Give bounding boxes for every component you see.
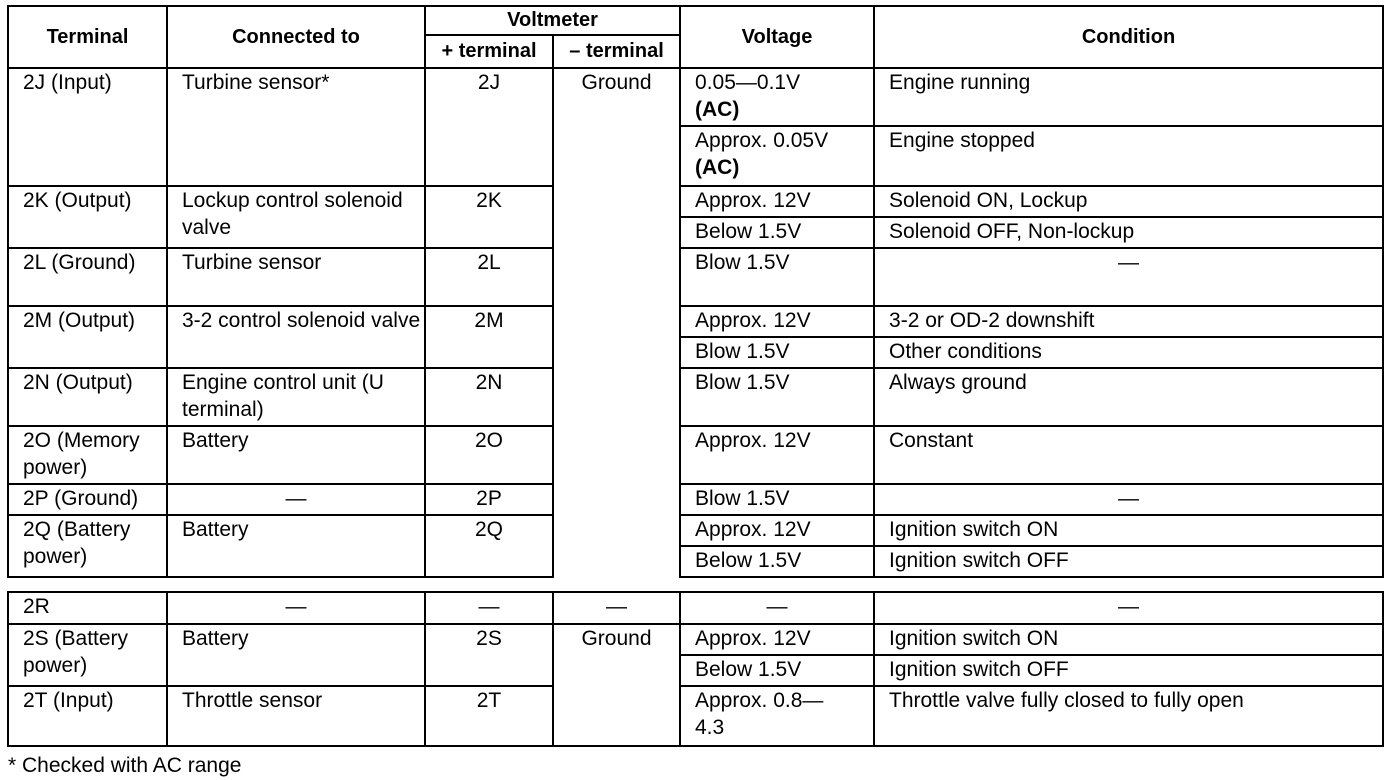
- terminal-cell: 2O (Memory power): [8, 426, 167, 484]
- voltage-cell: Below 1.5V: [680, 655, 874, 686]
- condition-cell: Engine running: [874, 68, 1383, 126]
- terminal-voltage-table: [7, 5, 1384, 578]
- condition-cell: Ignition switch OFF: [874, 655, 1383, 686]
- voltage-cell: Approx. 12V: [680, 186, 874, 217]
- plus-terminal-cell: 2L: [425, 248, 553, 306]
- condition-cell: 3-2 or OD-2 downshift: [874, 306, 1383, 337]
- header-minus-terminal: – terminal: [553, 35, 680, 68]
- connected-cell: Turbine sensor*: [167, 68, 425, 186]
- terminal-cell: 2L (Ground): [8, 248, 167, 306]
- header-plus-terminal: + terminal: [425, 35, 553, 68]
- header-condition: Condition: [874, 6, 1383, 68]
- voltage-ac-note: (AC): [695, 156, 740, 179]
- condition-cell: Constant: [874, 426, 1383, 484]
- table-row: [8, 426, 1383, 484]
- table-row: [8, 368, 1383, 426]
- voltage-cell: Blow 1.5V: [680, 337, 874, 368]
- condition-cell: Solenoid OFF, Non-lockup: [874, 217, 1383, 248]
- terminal-cell: 2R: [8, 592, 167, 624]
- table-row: [8, 592, 1383, 624]
- terminal-cell: 2M (Output): [8, 306, 167, 368]
- table-row: [8, 686, 1383, 746]
- header-terminal: Terminal: [8, 6, 167, 68]
- voltage-cell: Approx. 0.8—4.3: [680, 686, 874, 746]
- condition-cell: Engine stopped: [874, 126, 1383, 186]
- condition-cell: —: [874, 248, 1383, 306]
- terminal-cell: 2P (Ground): [8, 484, 167, 515]
- condition-cell: —: [874, 592, 1383, 624]
- table-row: [8, 68, 1383, 126]
- condition-cell: Ignition switch ON: [874, 624, 1383, 655]
- plus-terminal-cell: 2S: [425, 624, 553, 686]
- header-voltage: Voltage: [680, 6, 874, 68]
- voltage-cell: Blow 1.5V: [680, 248, 874, 306]
- connected-cell: Battery: [167, 624, 425, 686]
- table-row: [8, 484, 1383, 515]
- condition-cell: Always ground: [874, 368, 1383, 426]
- terminal-cell: 2J (Input): [8, 68, 167, 186]
- connected-cell: 3-2 control solenoid valve: [167, 306, 425, 368]
- voltage-cell: —: [680, 592, 874, 624]
- table-row: [8, 186, 1383, 217]
- terminal-cell: 2K (Output): [8, 186, 167, 248]
- voltage-cell: Approx. 12V: [680, 624, 874, 655]
- voltage-cell: Approx. 12V: [680, 515, 874, 546]
- connected-cell: Turbine sensor: [167, 248, 425, 306]
- plus-terminal-cell: 2N: [425, 368, 553, 426]
- plus-terminal-cell: —: [425, 592, 553, 624]
- voltage-value: 0.05—0.1V: [695, 71, 801, 94]
- connected-cell: Battery: [167, 515, 425, 577]
- connected-cell: —: [167, 592, 425, 624]
- minus-terminal-cell: Ground: [553, 68, 680, 577]
- condition-cell: Other conditions: [874, 337, 1383, 368]
- table-row: [8, 624, 1383, 655]
- terminal-voltage-table-lower: [7, 591, 1384, 747]
- condition-cell: Ignition switch OFF: [874, 546, 1383, 577]
- plus-terminal-cell: 2O: [425, 426, 553, 484]
- header-voltmeter: Voltmeter: [425, 6, 680, 35]
- voltage-value: Approx. 0.05V: [695, 129, 829, 152]
- condition-cell: Solenoid ON, Lockup: [874, 186, 1383, 217]
- connected-cell: Engine control unit (U terminal): [167, 368, 425, 426]
- connected-cell: Battery: [167, 426, 425, 484]
- plus-terminal-cell: 2J: [425, 68, 553, 186]
- table-row: [8, 248, 1383, 306]
- connected-cell: Lockup control solenoid valve: [167, 186, 425, 248]
- connected-cell: —: [167, 484, 425, 515]
- plus-terminal-cell: 2M: [425, 306, 553, 368]
- table-row: [8, 306, 1383, 337]
- voltage-cell: Approx. 12V: [680, 426, 874, 484]
- plus-terminal-cell: 2T: [425, 686, 553, 746]
- plus-terminal-cell: 2P: [425, 484, 553, 515]
- minus-terminal-cell: Ground: [553, 624, 680, 746]
- table-row: [8, 515, 1383, 546]
- voltage-cell: Below 1.5V: [680, 217, 874, 248]
- condition-cell: Ignition switch ON: [874, 515, 1383, 546]
- connected-cell: Throttle sensor: [167, 686, 425, 746]
- terminal-cell: 2N (Output): [8, 368, 167, 426]
- voltage-cell: Blow 1.5V: [680, 368, 874, 426]
- condition-cell: Throttle valve fully closed to fully open: [874, 686, 1383, 746]
- voltage-ac-note: (AC): [695, 98, 740, 121]
- terminal-cell: 2S (Battery power): [8, 624, 167, 686]
- condition-cell: —: [874, 484, 1383, 515]
- terminal-cell: 2Q (Battery power): [8, 515, 167, 577]
- plus-terminal-cell: 2Q: [425, 515, 553, 577]
- plus-terminal-cell: 2K: [425, 186, 553, 248]
- voltage-cell: Below 1.5V: [680, 546, 874, 577]
- terminal-cell: 2T (Input): [8, 686, 167, 746]
- voltage-cell: [680, 68, 874, 126]
- voltage-cell: [680, 126, 874, 186]
- footnote: * Checked with AC range: [8, 754, 242, 777]
- header-connected-to: Connected to: [167, 6, 425, 68]
- voltage-cell: Blow 1.5V: [680, 484, 874, 515]
- voltage-cell: Approx. 12V: [680, 306, 874, 337]
- minus-terminal-cell: —: [553, 592, 680, 624]
